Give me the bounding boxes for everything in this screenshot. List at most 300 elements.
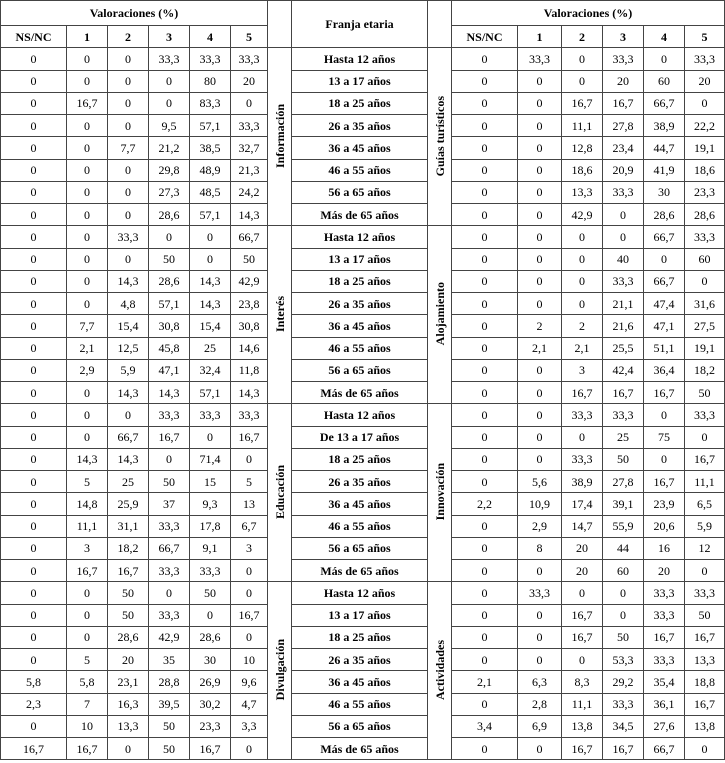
- left-value-cell: 57,1: [190, 204, 231, 226]
- right-value-cell: 0: [603, 604, 644, 626]
- right-col-3: 3: [603, 26, 644, 48]
- left-value-cell: 0: [149, 448, 190, 470]
- left-value-cell: 17,8: [190, 515, 231, 537]
- left-value-cell: 0: [149, 582, 190, 604]
- left-valoraciones-header: Valoraciones (%): [1, 1, 268, 26]
- left-value-cell: 48,9: [190, 159, 231, 181]
- left-value-cell: 14,3: [190, 270, 231, 292]
- left-value-cell: 33,3: [149, 515, 190, 537]
- right-value-cell: 18,6: [562, 159, 603, 181]
- right-value-cell: 60: [685, 248, 725, 270]
- right-value-cell: 2,2: [452, 493, 518, 515]
- right-value-cell: 2,1: [518, 337, 562, 359]
- left-value-cell: 12,5: [108, 337, 149, 359]
- right-value-cell: 0: [562, 226, 603, 248]
- left-value-cell: 16,3: [108, 693, 149, 715]
- left-col-5: 5: [231, 26, 268, 48]
- right-value-cell: 0: [452, 48, 518, 70]
- right-value-cell: 0: [452, 738, 518, 760]
- table-row: [1, 582, 725, 604]
- right-value-cell: 0: [644, 48, 685, 70]
- left-value-cell: 14,3: [231, 204, 268, 226]
- right-value-cell: 0: [452, 293, 518, 315]
- left-value-cell: 10: [67, 715, 108, 737]
- right-value-cell: 13,8: [685, 715, 725, 737]
- table-row: [1, 159, 725, 181]
- left-value-cell: 33,3: [231, 115, 268, 137]
- right-value-cell: 20: [562, 560, 603, 582]
- right-value-cell: 2,1: [452, 671, 518, 693]
- right-value-cell: 36,4: [644, 359, 685, 381]
- right-value-cell: 3,4: [452, 715, 518, 737]
- right-value-cell: 0: [452, 560, 518, 582]
- right-value-cell: 16,7: [562, 382, 603, 404]
- right-value-cell: 33,3: [562, 404, 603, 426]
- left-value-cell: 4,7: [231, 693, 268, 715]
- left-value-cell: 38,5: [190, 137, 231, 159]
- table-row: [1, 493, 725, 515]
- left-category-cell: [268, 48, 292, 226]
- left-value-cell: 0: [67, 137, 108, 159]
- right-value-cell: 16,7: [685, 626, 725, 648]
- right-value-cell: 2,8: [518, 693, 562, 715]
- right-value-cell: 27,6: [644, 715, 685, 737]
- franja-header: Franja etaria: [292, 1, 428, 48]
- left-value-cell: 30: [190, 649, 231, 671]
- right-value-cell: 16,7: [562, 738, 603, 760]
- left-value-cell: 14,3: [231, 382, 268, 404]
- left-value-cell: 0: [67, 293, 108, 315]
- table-row: [1, 693, 725, 715]
- left-value-cell: 21,3: [231, 159, 268, 181]
- left-value-cell: 0: [67, 382, 108, 404]
- right-value-cell: 38,9: [644, 115, 685, 137]
- age-range-cell: 13 a 17 años: [292, 604, 428, 626]
- left-value-cell: 0: [108, 204, 149, 226]
- left-value-cell: 14,3: [149, 382, 190, 404]
- right-value-cell: 31,6: [685, 293, 725, 315]
- table-row: [1, 92, 725, 114]
- left-value-cell: 0: [67, 270, 108, 292]
- right-value-cell: 0: [518, 359, 562, 381]
- left-value-cell: 0: [1, 92, 67, 114]
- left-value-cell: 16,7: [231, 426, 268, 448]
- left-value-cell: 0: [231, 560, 268, 582]
- right-value-cell: 0: [452, 270, 518, 292]
- left-value-cell: 11,8: [231, 359, 268, 381]
- right-valoraciones-header: Valoraciones (%): [452, 1, 725, 26]
- right-value-cell: 0: [603, 226, 644, 248]
- left-value-cell: 0: [108, 738, 149, 760]
- right-value-cell: 21,1: [603, 293, 644, 315]
- left-value-cell: 0: [1, 582, 67, 604]
- right-value-cell: 0: [518, 426, 562, 448]
- left-value-cell: 21,2: [149, 137, 190, 159]
- right-value-cell: 40: [603, 248, 644, 270]
- right-value-cell: 25,5: [603, 337, 644, 359]
- right-value-cell: 0: [518, 204, 562, 226]
- right-col-1: 1: [518, 26, 562, 48]
- left-value-cell: 0: [108, 181, 149, 203]
- left-value-cell: 45,8: [149, 337, 190, 359]
- left-value-cell: 50: [108, 582, 149, 604]
- right-value-cell: 50: [603, 448, 644, 470]
- right-value-cell: 33,3: [518, 582, 562, 604]
- left-value-cell: 14,8: [67, 493, 108, 515]
- left-value-cell: 0: [231, 582, 268, 604]
- left-value-cell: 0: [1, 204, 67, 226]
- age-range-cell: 56 a 65 años: [292, 181, 428, 203]
- left-value-cell: 0: [1, 315, 67, 337]
- right-value-cell: 11,1: [562, 693, 603, 715]
- age-range-cell: 56 a 65 años: [292, 537, 428, 559]
- left-value-cell: 33,3: [149, 404, 190, 426]
- left-value-cell: 0: [1, 48, 67, 70]
- right-value-cell: 18,8: [685, 671, 725, 693]
- age-range-cell: 18 a 25 años: [292, 448, 428, 470]
- left-value-cell: 57,1: [190, 382, 231, 404]
- right-value-cell: 0: [644, 448, 685, 470]
- right-value-cell: 0: [518, 293, 562, 315]
- age-range-cell: 26 a 35 años: [292, 471, 428, 493]
- left-value-cell: 28,6: [149, 270, 190, 292]
- left-value-cell: 5: [67, 649, 108, 671]
- right-value-cell: 66,7: [644, 92, 685, 114]
- left-col-nsnc: NS/NC: [1, 26, 67, 48]
- right-value-cell: 0: [452, 604, 518, 626]
- right-value-cell: 0: [518, 404, 562, 426]
- left-value-cell: 0: [108, 404, 149, 426]
- right-value-cell: 2,9: [518, 515, 562, 537]
- table-row: [1, 181, 725, 203]
- left-value-cell: 42,9: [149, 626, 190, 648]
- left-value-cell: 0: [67, 115, 108, 137]
- left-value-cell: 57,1: [190, 115, 231, 137]
- left-category-label: Interés: [272, 295, 287, 332]
- left-value-cell: 57,1: [149, 293, 190, 315]
- right-value-cell: 13,8: [562, 715, 603, 737]
- table-row: [1, 626, 725, 648]
- right-value-cell: 16,7: [644, 382, 685, 404]
- table-row: [1, 604, 725, 626]
- right-value-cell: 16,7: [685, 693, 725, 715]
- right-value-cell: 16,7: [685, 448, 725, 470]
- left-value-cell: 0: [1, 448, 67, 470]
- age-range-cell: Más de 65 años: [292, 738, 428, 760]
- right-value-cell: 44,7: [644, 137, 685, 159]
- table-body: [1, 48, 725, 760]
- left-value-cell: 0: [1, 159, 67, 181]
- right-value-cell: 0: [562, 70, 603, 92]
- right-value-cell: 0: [518, 626, 562, 648]
- right-value-cell: 6,3: [518, 671, 562, 693]
- left-value-cell: 0: [1, 115, 67, 137]
- right-value-cell: 0: [562, 248, 603, 270]
- left-value-cell: 3: [231, 537, 268, 559]
- left-value-cell: 0: [190, 426, 231, 448]
- right-value-cell: 0: [603, 204, 644, 226]
- age-range-cell: 26 a 35 años: [292, 115, 428, 137]
- right-value-cell: 0: [518, 181, 562, 203]
- left-value-cell: 0: [1, 248, 67, 270]
- right-value-cell: 0: [518, 738, 562, 760]
- right-value-cell: 33,3: [518, 48, 562, 70]
- left-value-cell: 25,9: [108, 493, 149, 515]
- left-value-cell: 23,1: [108, 671, 149, 693]
- right-value-cell: 0: [452, 515, 518, 537]
- left-value-cell: 0: [1, 537, 67, 559]
- age-range-cell: Hasta 12 años: [292, 404, 428, 426]
- right-value-cell: 0: [452, 649, 518, 671]
- left-value-cell: 0: [1, 649, 67, 671]
- left-col-3: 3: [149, 26, 190, 48]
- age-range-cell: 18 a 25 años: [292, 92, 428, 114]
- age-range-cell: 36 a 45 años: [292, 315, 428, 337]
- left-value-cell: 16,7: [190, 738, 231, 760]
- table-row: [1, 382, 725, 404]
- left-value-cell: 14,3: [190, 293, 231, 315]
- left-category-header: [268, 1, 292, 48]
- table-row: [1, 404, 725, 426]
- right-value-cell: 34,5: [603, 715, 644, 737]
- right-value-cell: 16: [644, 537, 685, 559]
- right-value-cell: 0: [562, 270, 603, 292]
- right-value-cell: 25: [603, 426, 644, 448]
- right-category-cell: [428, 48, 452, 226]
- right-value-cell: 0: [452, 226, 518, 248]
- age-range-cell: Hasta 12 años: [292, 48, 428, 70]
- right-value-cell: 0: [452, 404, 518, 426]
- right-col-4: 4: [644, 26, 685, 48]
- left-value-cell: 7: [67, 693, 108, 715]
- left-value-cell: 35: [149, 649, 190, 671]
- right-value-cell: 0: [518, 270, 562, 292]
- right-value-cell: 0: [452, 382, 518, 404]
- left-value-cell: 25: [190, 337, 231, 359]
- left-value-cell: 29,8: [149, 159, 190, 181]
- left-value-cell: 0: [231, 448, 268, 470]
- right-value-cell: 28,6: [685, 204, 725, 226]
- age-range-cell: 36 a 45 años: [292, 671, 428, 693]
- left-value-cell: 0: [1, 359, 67, 381]
- right-value-cell: 16,7: [562, 92, 603, 114]
- left-value-cell: 50: [149, 248, 190, 270]
- left-category-cell: [268, 582, 292, 760]
- right-value-cell: 19,1: [685, 137, 725, 159]
- left-value-cell: 0: [67, 404, 108, 426]
- right-value-cell: 33,3: [685, 582, 725, 604]
- table-row: [1, 315, 725, 337]
- right-value-cell: 29,2: [603, 671, 644, 693]
- right-value-cell: 14,7: [562, 515, 603, 537]
- left-value-cell: 33,3: [231, 404, 268, 426]
- right-value-cell: 33,3: [644, 649, 685, 671]
- left-value-cell: 0: [190, 226, 231, 248]
- right-value-cell: 2: [562, 315, 603, 337]
- left-value-cell: 30,2: [190, 693, 231, 715]
- right-value-cell: 39,1: [603, 493, 644, 515]
- right-value-cell: 13,3: [685, 649, 725, 671]
- right-value-cell: 5,9: [685, 515, 725, 537]
- left-value-cell: 33,3: [190, 48, 231, 70]
- age-range-cell: Más de 65 años: [292, 382, 428, 404]
- left-value-cell: 0: [67, 181, 108, 203]
- table-row: [1, 70, 725, 92]
- right-value-cell: 27,8: [603, 115, 644, 137]
- right-value-cell: 10,9: [518, 493, 562, 515]
- left-value-cell: 2,1: [67, 337, 108, 359]
- right-value-cell: 12,8: [562, 137, 603, 159]
- left-col-1: 1: [67, 26, 108, 48]
- left-value-cell: 33,3: [108, 226, 149, 248]
- left-value-cell: 27,3: [149, 181, 190, 203]
- right-value-cell: 30: [644, 181, 685, 203]
- left-value-cell: 10: [231, 649, 268, 671]
- right-value-cell: 33,3: [603, 270, 644, 292]
- left-value-cell: 0: [190, 248, 231, 270]
- left-value-cell: 9,1: [190, 537, 231, 559]
- left-value-cell: 50: [149, 471, 190, 493]
- table-row: [1, 337, 725, 359]
- right-value-cell: 16,7: [644, 626, 685, 648]
- left-value-cell: 47,1: [149, 359, 190, 381]
- right-value-cell: 0: [685, 92, 725, 114]
- right-value-cell: 0: [518, 70, 562, 92]
- left-value-cell: 23,3: [190, 715, 231, 737]
- table-row: [1, 426, 725, 448]
- right-category-cell: [428, 582, 452, 760]
- right-value-cell: 44: [603, 537, 644, 559]
- left-value-cell: 20: [108, 649, 149, 671]
- table-row: [1, 359, 725, 381]
- table-row: [1, 515, 725, 537]
- left-value-cell: 13: [231, 493, 268, 515]
- right-value-cell: 60: [644, 70, 685, 92]
- right-value-cell: 2,1: [562, 337, 603, 359]
- right-value-cell: 16,7: [562, 626, 603, 648]
- right-value-cell: 0: [452, 426, 518, 448]
- right-value-cell: 47,4: [644, 293, 685, 315]
- right-value-cell: 47,1: [644, 315, 685, 337]
- left-value-cell: 15: [190, 471, 231, 493]
- right-value-cell: 0: [562, 426, 603, 448]
- right-value-cell: 0: [452, 448, 518, 470]
- left-value-cell: 31,1: [108, 515, 149, 537]
- left-value-cell: 26,9: [190, 671, 231, 693]
- left-col-4: 4: [190, 26, 231, 48]
- left-value-cell: 0: [1, 604, 67, 626]
- left-value-cell: 0: [1, 337, 67, 359]
- left-value-cell: 0: [67, 604, 108, 626]
- left-value-cell: 5,8: [1, 671, 67, 693]
- right-value-cell: 53,3: [603, 649, 644, 671]
- left-value-cell: 0: [1, 560, 67, 582]
- left-value-cell: 0: [1, 226, 67, 248]
- right-value-cell: 36,1: [644, 693, 685, 715]
- left-value-cell: 48,5: [190, 181, 231, 203]
- left-value-cell: 14,3: [108, 270, 149, 292]
- left-value-cell: 0: [67, 159, 108, 181]
- left-value-cell: 9,6: [231, 671, 268, 693]
- age-range-cell: 46 a 55 años: [292, 515, 428, 537]
- right-value-cell: 42,4: [603, 359, 644, 381]
- age-range-cell: 56 a 65 años: [292, 715, 428, 737]
- right-value-cell: 19,1: [685, 337, 725, 359]
- right-value-cell: 16,7: [562, 604, 603, 626]
- left-value-cell: 16,7: [231, 604, 268, 626]
- left-value-cell: 11,1: [67, 515, 108, 537]
- right-col-5: 5: [685, 26, 725, 48]
- left-value-cell: 0: [67, 48, 108, 70]
- left-value-cell: 83,3: [190, 92, 231, 114]
- table-row: [1, 448, 725, 470]
- right-value-cell: 0: [452, 626, 518, 648]
- right-value-cell: 0: [685, 270, 725, 292]
- age-range-cell: 13 a 17 años: [292, 248, 428, 270]
- right-value-cell: 55,9: [603, 515, 644, 537]
- left-value-cell: 0: [1, 715, 67, 737]
- right-value-cell: 8: [518, 537, 562, 559]
- left-value-cell: 0: [67, 626, 108, 648]
- right-value-cell: 2: [518, 315, 562, 337]
- age-range-cell: 56 a 65 años: [292, 359, 428, 381]
- right-col-nsnc: NS/NC: [452, 26, 518, 48]
- right-value-cell: 20: [644, 560, 685, 582]
- left-value-cell: 50: [149, 715, 190, 737]
- left-value-cell: 0: [1, 293, 67, 315]
- left-value-cell: 9,3: [190, 493, 231, 515]
- right-value-cell: 21,6: [603, 315, 644, 337]
- left-value-cell: 5,9: [108, 359, 149, 381]
- right-value-cell: 0: [518, 115, 562, 137]
- right-value-cell: 0: [518, 448, 562, 470]
- left-value-cell: 0: [67, 426, 108, 448]
- left-value-cell: 32,7: [231, 137, 268, 159]
- right-value-cell: 20,6: [644, 515, 685, 537]
- right-value-cell: 0: [644, 404, 685, 426]
- table-header: [1, 1, 725, 48]
- right-value-cell: 42,9: [562, 204, 603, 226]
- left-value-cell: 16,7: [1, 738, 67, 760]
- right-value-cell: 33,3: [603, 693, 644, 715]
- left-value-cell: 50: [108, 604, 149, 626]
- right-value-cell: 0: [452, 92, 518, 114]
- right-category-label: Alojamiento: [432, 282, 447, 346]
- right-value-cell: 22,2: [685, 115, 725, 137]
- table-row: [1, 270, 725, 292]
- left-value-cell: 14,3: [108, 448, 149, 470]
- left-value-cell: 0: [1, 181, 67, 203]
- right-value-cell: 20: [603, 70, 644, 92]
- age-range-cell: Más de 65 años: [292, 560, 428, 582]
- right-value-cell: 16,7: [603, 382, 644, 404]
- left-value-cell: 0: [108, 248, 149, 270]
- left-value-cell: 3,3: [231, 715, 268, 737]
- table-row: [1, 293, 725, 315]
- left-value-cell: 66,7: [231, 226, 268, 248]
- table-row: [1, 560, 725, 582]
- age-range-cell: 13 a 17 años: [292, 70, 428, 92]
- right-value-cell: 66,7: [644, 226, 685, 248]
- left-value-cell: 16,7: [149, 426, 190, 448]
- left-value-cell: 0: [190, 604, 231, 626]
- right-value-cell: 6,5: [685, 493, 725, 515]
- left-col-2: 2: [108, 26, 149, 48]
- left-category-label: Educación: [272, 464, 287, 519]
- left-value-cell: 0: [231, 92, 268, 114]
- left-value-cell: 28,6: [190, 626, 231, 648]
- right-value-cell: 50: [685, 382, 725, 404]
